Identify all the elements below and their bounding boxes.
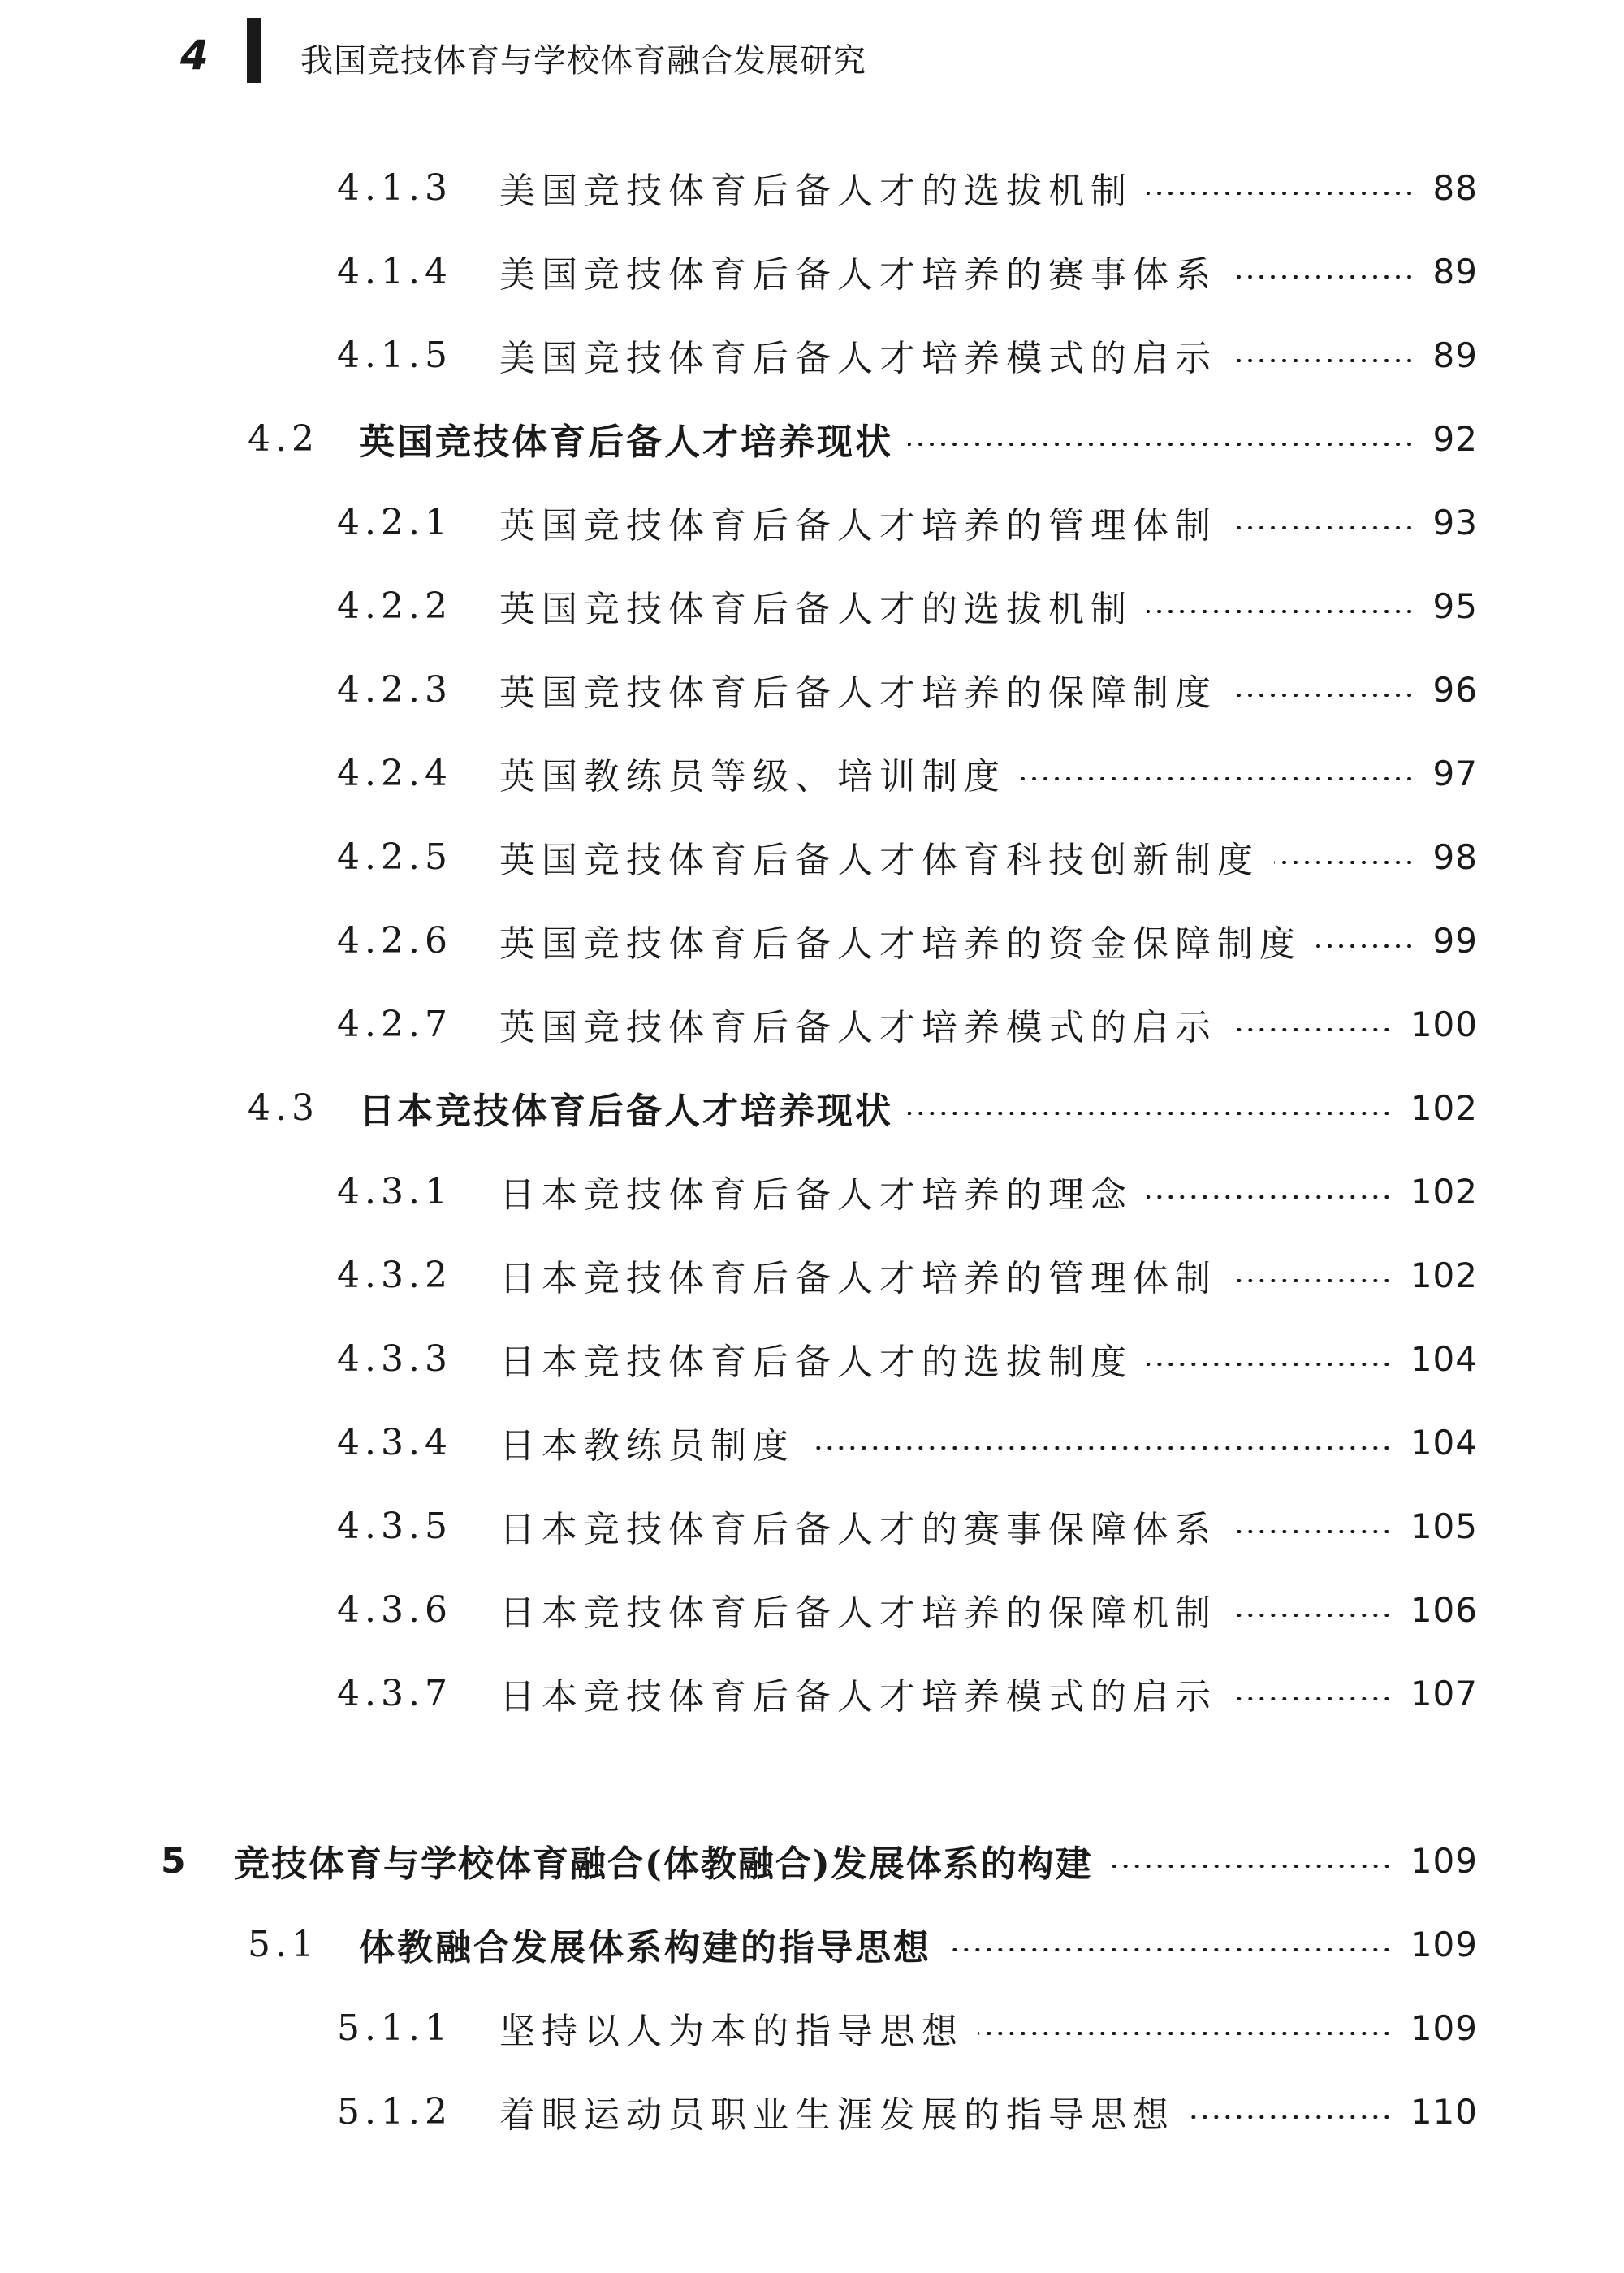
book-title: 我国竞技体育与学校体育融合发展研究 (300, 42, 866, 80)
toc-entry-number: 5.1.1 (337, 2007, 452, 2049)
toc-entry-number: 4.2.4 (337, 752, 452, 794)
toc-entry-page: 105 (1410, 1506, 1478, 1546)
toc-entry[interactable] (337, 1247, 1478, 1303)
toc-entry-page: 102 (1410, 1087, 1478, 1128)
dot-leader (908, 443, 1415, 446)
toc-entry-number: 4.2.7 (337, 1003, 452, 1045)
toc-entry-number: 4.3 (248, 1087, 319, 1129)
toc-entry-title: 日本竞技体育后备人才培养的管理体制 (499, 1258, 1217, 1299)
dot-leader (1232, 275, 1415, 279)
toc-entry-title: 坚持以人为本的指导思想 (499, 2011, 964, 2052)
dot-leader (1232, 1614, 1393, 1617)
toc-entry[interactable] (337, 243, 1478, 300)
dot-leader (1021, 777, 1415, 780)
dot-leader (1232, 1028, 1393, 1031)
toc-entry-title: 美国竞技体育后备人才培养的赛事体系 (499, 254, 1217, 296)
toc-entry-title: 英国竞技体育后备人才培养现状 (359, 421, 893, 463)
toc-entry[interactable] (337, 828, 1478, 885)
toc-entry[interactable] (337, 1163, 1478, 1220)
toc-entry-page: 89 (1432, 335, 1478, 375)
dot-leader (946, 1948, 1393, 1951)
dot-leader (1232, 1530, 1393, 1533)
toc-entry-number: 4.2.2 (337, 585, 452, 627)
toc-entry[interactable] (337, 1665, 1478, 1722)
toc-entry[interactable] (337, 1414, 1478, 1471)
toc-entry-title: 英国竞技体育后备人才培养模式的启示 (499, 1007, 1217, 1048)
toc-entry-page: 99 (1432, 920, 1478, 961)
toc-entry-page: 97 (1432, 753, 1478, 793)
toc-entry-page: 104 (1410, 1338, 1478, 1379)
toc-entry-page: 109 (1410, 2007, 1478, 2048)
toc-entry-page: 93 (1432, 502, 1478, 542)
toc-entry-number: 4.3.7 (337, 1672, 452, 1714)
toc-entry-title: 美国竞技体育后备人才培养模式的启示 (499, 338, 1217, 379)
toc-entry[interactable] (337, 494, 1478, 551)
toc-entry[interactable] (337, 1999, 1478, 2056)
toc-entry-number: 4.1.5 (337, 334, 452, 376)
toc-entry-title: 日本竞技体育后备人才培养模式的启示 (499, 1676, 1217, 1718)
dot-leader (1147, 610, 1415, 613)
toc-entry[interactable] (337, 996, 1478, 1052)
toc-entry[interactable] (248, 1079, 1478, 1136)
toc-entry[interactable] (337, 661, 1478, 718)
toc-entry-number: 4.2.3 (337, 668, 452, 711)
header-divider-bar (247, 18, 261, 83)
dot-leader (908, 1112, 1393, 1115)
toc-entry-number: 4.3.4 (337, 1421, 452, 1463)
dot-leader (978, 2032, 1393, 2035)
dot-leader (1147, 1195, 1393, 1199)
toc-entry[interactable] (337, 159, 1478, 216)
toc-entry-page: 89 (1432, 251, 1478, 292)
toc-entry-title: 日本竞技体育后备人才培养的理念 (499, 1174, 1133, 1216)
dot-leader (1274, 861, 1415, 864)
toc-entry[interactable] (161, 1832, 1478, 1889)
toc-entry-number: 5 (161, 1839, 191, 1882)
toc-entry-title: 英国教练员等级、培训制度 (499, 756, 1006, 797)
dot-leader (1232, 1697, 1393, 1700)
toc-entry-number: 4.3.1 (337, 1170, 452, 1212)
toc-entry-title: 着眼运动员职业生涯发展的指导思想 (499, 2094, 1175, 2136)
toc-entry-title: 日本竞技体育后备人才的赛事保障体系 (499, 1509, 1217, 1550)
dot-leader (1232, 694, 1415, 697)
toc-entry-number: 4.3.2 (337, 1254, 452, 1296)
toc-entry-number: 5.1 (248, 1923, 319, 1965)
dot-leader (1232, 526, 1415, 529)
toc-entry-number: 4.3.3 (337, 1337, 452, 1380)
dot-leader (1108, 1865, 1393, 1868)
dot-leader (1147, 192, 1415, 195)
running-header (0, 0, 1624, 106)
toc-entry-number: 4.3.5 (337, 1505, 452, 1547)
toc-entry-page: 98 (1432, 836, 1478, 877)
toc-entry[interactable] (337, 326, 1478, 383)
toc-entry[interactable] (337, 2083, 1478, 2140)
dot-leader (1232, 359, 1415, 362)
toc-entry-title: 英国竞技体育后备人才的选拔机制 (499, 589, 1133, 630)
toc-entry-title: 英国竞技体育后备人才培养的保障制度 (499, 672, 1217, 714)
toc-entry[interactable] (337, 577, 1478, 634)
dot-leader (1190, 2115, 1393, 2119)
toc-entry-title: 日本教练员制度 (499, 1425, 795, 1467)
dot-leader (1232, 1279, 1393, 1282)
toc-entry-number: 4.1.3 (337, 166, 452, 209)
toc-entry-number: 4.1.4 (337, 250, 452, 292)
toc-entry[interactable] (248, 1916, 1478, 1973)
toc-entry-page: 109 (1410, 1924, 1478, 1964)
toc-entry[interactable] (337, 1581, 1478, 1638)
toc-entry-page: 109 (1410, 1840, 1478, 1881)
toc-entry-number: 4.2.5 (337, 836, 452, 878)
toc-entry-title: 日本竞技体育后备人才培养的保障机制 (499, 1592, 1217, 1634)
dot-leader (810, 1446, 1393, 1450)
toc-entry-number: 5.1.2 (337, 2090, 452, 2133)
toc-entry-number: 4.2 (248, 417, 319, 460)
toc-entry-title: 日本竞技体育后备人才培养现状 (359, 1091, 893, 1132)
toc-entry-title: 英国竞技体育后备人才培养的资金保障制度 (499, 923, 1302, 965)
toc-entry-number: 4.3.6 (337, 1588, 452, 1631)
dot-leader (1316, 944, 1415, 948)
toc-entry-page: 110 (1410, 2091, 1478, 2132)
toc-entry[interactable] (337, 1497, 1478, 1554)
toc-entry[interactable] (248, 410, 1478, 467)
toc-entry-title: 日本竞技体育后备人才的选拔制度 (499, 1342, 1133, 1383)
toc-entry-number: 4.2.1 (337, 501, 452, 543)
page-number: 4 (180, 32, 209, 79)
toc-entry-page: 92 (1432, 418, 1478, 459)
toc-entry-title: 美国竞技体育后备人才的选拔机制 (499, 171, 1133, 212)
toc-entry-title: 英国竞技体育后备人才培养的管理体制 (499, 505, 1217, 547)
toc-entry-page: 106 (1410, 1589, 1478, 1630)
toc-entry-title: 体教融合发展体系构建的指导思想 (359, 1927, 931, 1968)
toc-entry-page: 107 (1410, 1673, 1478, 1713)
toc-entry-page: 96 (1432, 669, 1478, 710)
toc-entry-page: 95 (1432, 586, 1478, 626)
toc-entry-page: 88 (1432, 167, 1478, 208)
toc-entry-page: 102 (1410, 1171, 1478, 1212)
toc-entry-title: 竞技体育与学校体育融合(体教融合)发展体系的构建 (234, 1843, 1093, 1885)
toc-entry[interactable] (337, 912, 1478, 969)
toc-entry-title: 英国竞技体育后备人才体育科技创新制度 (499, 840, 1259, 881)
toc-entry[interactable] (337, 1330, 1478, 1387)
toc-entry-number: 4.2.6 (337, 919, 452, 961)
toc-entry-page: 104 (1410, 1422, 1478, 1463)
toc-entry-page: 102 (1410, 1255, 1478, 1295)
dot-leader (1147, 1363, 1393, 1366)
toc-entry[interactable] (337, 745, 1478, 802)
toc-entry-page: 100 (1410, 1004, 1478, 1044)
